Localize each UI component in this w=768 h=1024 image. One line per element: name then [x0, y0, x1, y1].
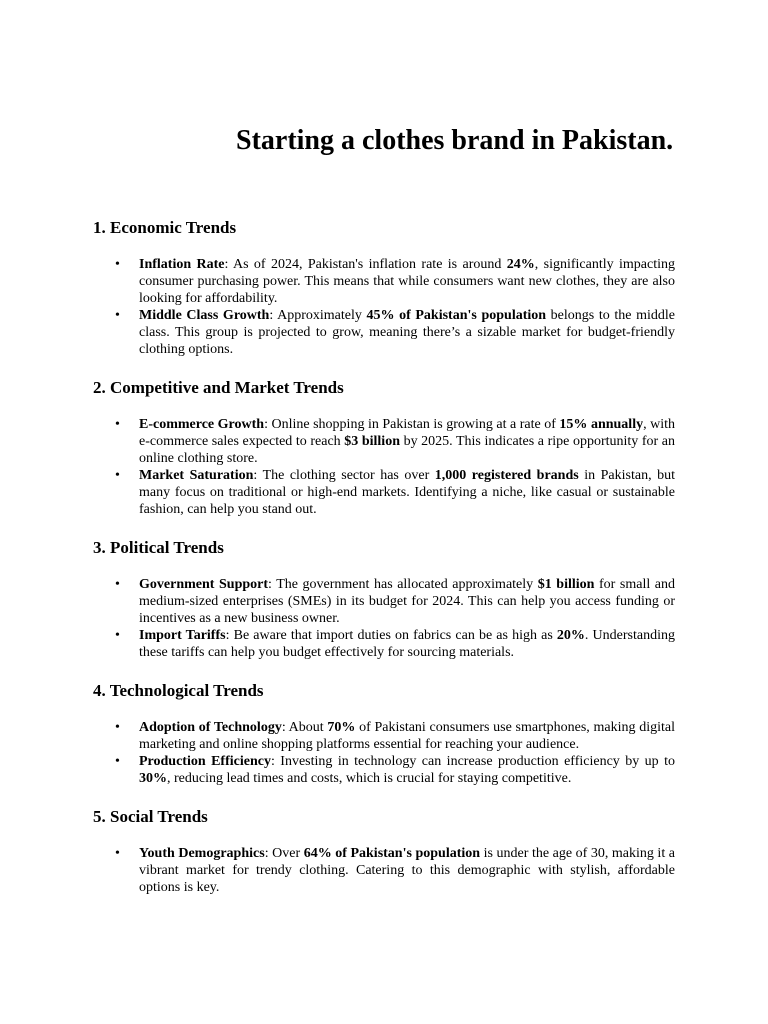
bullet-list [93, 719, 675, 787]
section [93, 217, 675, 358]
bold-term: 20% [556, 628, 585, 643]
bullet-icon: • [115, 417, 120, 432]
list-item [93, 416, 675, 467]
bold-term: 15% annually [559, 417, 644, 432]
body-text: , significantly impacting consumer purchasing power. This means that while consumers want new clothes, they are also looking for affordability. [139, 257, 675, 306]
bold-term: Inflation Rate [139, 257, 225, 272]
bold-term: $1 billion [537, 577, 595, 592]
bullet-icon: • [115, 257, 120, 272]
body-text: : Be aware that import duties on fabrics can be as high as [225, 628, 557, 643]
bullet-icon: • [115, 308, 120, 323]
bold-term: 70% [327, 720, 356, 735]
list-item [93, 719, 675, 753]
bold-term: $3 billion [344, 434, 400, 449]
bold-term: Middle Class Growth [139, 308, 270, 323]
list-item [93, 256, 675, 307]
section-heading: 4. Technological Trends [93, 681, 264, 700]
section [93, 537, 675, 661]
bold-term: Adoption of Technology [139, 720, 282, 735]
list-item [93, 753, 675, 787]
bullet-icon: • [115, 577, 120, 592]
section-heading: 1. Economic Trends [93, 218, 237, 237]
bold-term: E-commerce Growth [139, 417, 265, 432]
bullet-list [93, 576, 675, 661]
body-text: : The clothing sector has over [253, 468, 435, 483]
body-text: is under the age of 30, making it a vibrant market for trendy clothing. Catering to this demographic with stylish, affordable options is key. [139, 846, 675, 895]
body-text: : Approximately [269, 308, 367, 323]
body-text: : Over [264, 846, 304, 861]
list-item [93, 845, 675, 896]
section [93, 377, 675, 518]
section [93, 680, 675, 787]
bold-term: 64% of Pakistan's population [303, 846, 481, 861]
bullet-icon: • [115, 468, 120, 483]
list-item [93, 576, 675, 627]
list-item [93, 307, 675, 358]
body-text: , with e-commerce sales expected to reach [139, 417, 676, 449]
bold-term: Youth Demographics [139, 846, 265, 861]
body-text: : About [281, 720, 328, 735]
bullet-icon: • [115, 846, 120, 861]
bold-term: 24% [506, 257, 535, 272]
bold-term: 30% [139, 771, 167, 786]
list-item [93, 467, 675, 518]
section [93, 806, 675, 896]
body-text: of Pakistani consumers use smartphones, making digital marketing and online shopping platforms essential for reaching your audience. [139, 720, 676, 752]
bullet-icon: • [115, 720, 120, 735]
body-text: : As of 2024, Pakistan's inflation rate is around [224, 257, 507, 272]
body-text: : Investing in technology can increase production efficiency by up to [270, 754, 675, 769]
bullet-list [93, 256, 675, 358]
body-text: : The government has allocated approximately [268, 577, 538, 592]
section-heading: 5. Social Trends [93, 807, 208, 826]
bold-term: Government Support [139, 577, 269, 592]
body-text: . Understanding these tariffs can help you budget effectively for sourcing materials. [139, 628, 675, 660]
body-text: for small and medium-sized enterprises (SMEs) in its budget for 2024. This can help you access funding or incentives as a new business owner. [139, 577, 675, 626]
document-page [93, 124, 675, 896]
bullet-list [93, 845, 675, 896]
body-text: by 2025. This indicates a ripe opportunity for an online clothing store. [139, 434, 675, 466]
bold-term: Production Efficiency [139, 754, 271, 769]
body-text: , reducing lead times and costs, which is crucial for staying competitive. [167, 771, 572, 786]
bold-term: Market Saturation [139, 468, 254, 483]
bold-term: Import Tariffs [139, 628, 226, 643]
body-text: belongs to the middle class. This group is projected to grow, meaning there’s a sizable market for budget-friendly clothing options. [139, 308, 675, 357]
body-text: in Pakistan, but many focus on traditional or high-end markets. Identifying a niche, like casual or sustainable fashion, can help you stand out. [139, 468, 675, 517]
section-heading: 2. Competitive and Market Trends [93, 378, 344, 397]
document-title: Starting a clothes brand in Pakistan. [236, 125, 674, 156]
bullet-icon: • [115, 754, 120, 769]
section-heading: 3. Political Trends [93, 538, 224, 557]
document-body [93, 217, 675, 896]
bold-term: 1,000 registered brands [434, 468, 579, 483]
body-text: : Online shopping in Pakistan is growing at a rate of [264, 417, 560, 432]
list-item [93, 627, 675, 661]
bullet-icon: • [115, 628, 120, 643]
bold-term: 45% of Pakistan's population [366, 308, 547, 323]
bullet-list [93, 416, 675, 518]
